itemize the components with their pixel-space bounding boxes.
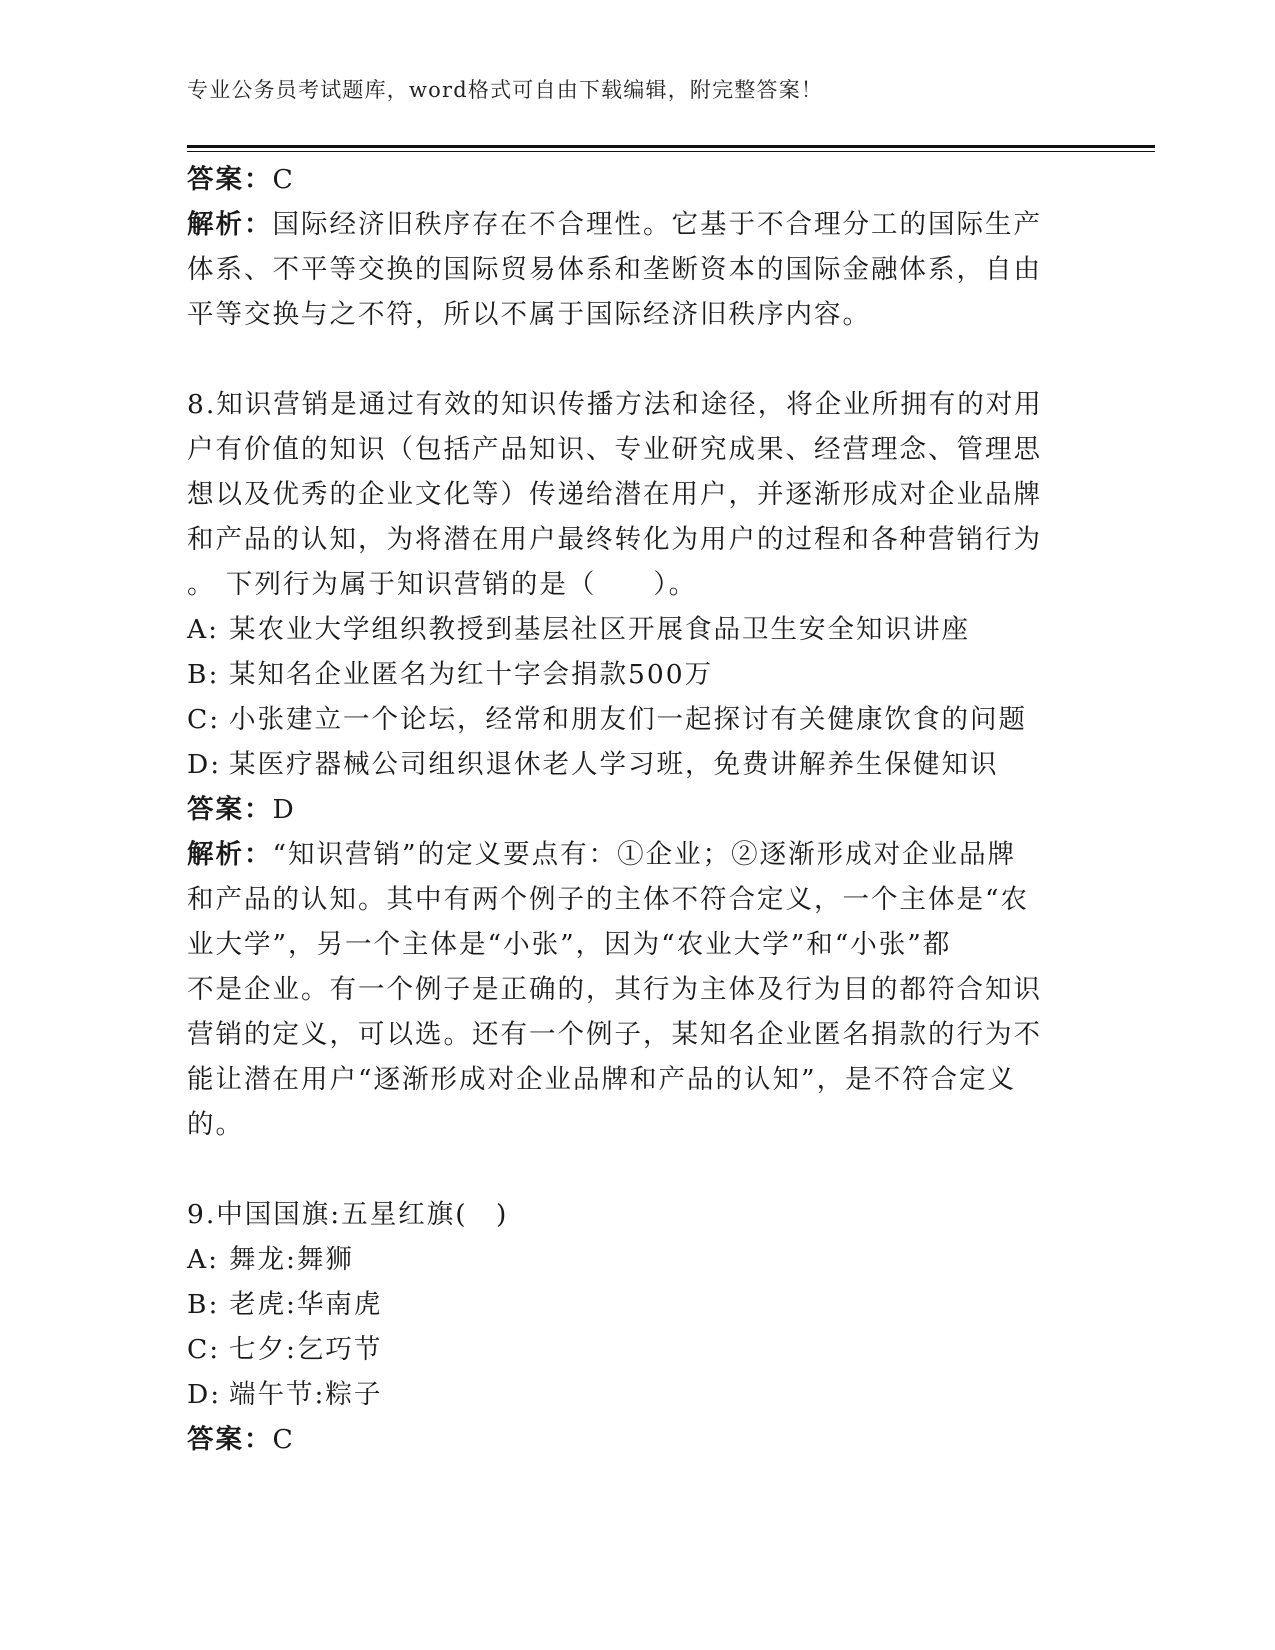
option-text: 舞龙:舞狮: [229, 1244, 354, 1275]
q8-option-d: [187, 742, 1067, 787]
q8-answer-value: D: [272, 794, 296, 825]
q8-analysis-line: 不是企业。有一个例子是正确的，其行为主体及行为目的都符合知识: [187, 974, 1042, 1005]
q8-question-line: 想以及优秀的企业文化等）传递给潜在用户，并逐渐形成对企业品牌: [187, 479, 1042, 510]
q7-analysis-line: 体系、不平等交换的国际贸易体系和垄断资本的国际金融体系，自由: [187, 254, 1042, 285]
q9-option-d: [187, 1372, 1067, 1417]
option-letter: A:: [187, 1244, 220, 1275]
answer-label: 答案：: [187, 1424, 273, 1455]
q9-option-c: [187, 1327, 1067, 1372]
q8-analysis-text: “知识营销”的定义要点有：①企业；②逐渐形成对企业品牌: [272, 839, 1017, 870]
q9-option-b: [187, 1282, 1067, 1327]
option-text: 七夕:乞巧节: [229, 1334, 383, 1365]
option-text: 老虎:华南虎: [229, 1289, 383, 1320]
q8-question-line: 和产品的认知，为将潜在用户最终转化为用户的过程和各种营销行为: [187, 524, 1042, 555]
q8-question-line: 。 下列行为属于知识营销的是（ ）。: [187, 569, 698, 600]
answer-label: 答案：: [187, 794, 273, 825]
option-letter: C:: [187, 704, 221, 735]
q8-option-a: [187, 607, 1067, 652]
q9-option-a: [187, 1237, 1067, 1282]
q8-analysis-line: 和产品的认知。其中有两个例子的主体不符合定义，一个主体是“农: [187, 884, 1030, 915]
option-text: 某知名企业匿名为红十字会捐款500万: [229, 659, 714, 690]
section-gap: [187, 1147, 1067, 1192]
q8-analysis-line: 营销的定义，可以选。还有一个例子，某知名企业匿名捐款的行为不: [187, 1019, 1042, 1050]
header-rule-thick: [187, 145, 1155, 148]
q9-answer-line: [187, 1417, 1067, 1462]
q7-analysis-text: 国际经济旧秩序存在不合理性。它基于不合理分工的国际生产: [272, 209, 1042, 240]
option-letter: C:: [187, 1334, 221, 1365]
q7-answer-value: C: [272, 164, 295, 195]
q8-analysis-line: [187, 832, 1067, 877]
option-text: 端午节:粽子: [229, 1379, 383, 1410]
q8-analysis-line: 的。: [187, 1109, 244, 1140]
q8-analysis-line: 业大学”，另一个主体是“小张”，因为“农业大学”和“小张”都: [187, 929, 952, 960]
section-gap: [187, 337, 1067, 382]
header-rule-thin: [187, 151, 1155, 152]
q8-option-b: [187, 652, 1067, 697]
q8-answer-line: [187, 787, 1067, 832]
q7-analysis-line: [187, 202, 1067, 247]
option-text: 小张建立一个论坛，经常和朋友们一起探讨有关健康饮食的问题: [229, 704, 1027, 735]
analysis-label: 解析：: [187, 209, 273, 240]
q8-question-line: 户有价值的知识（包括产品知识、专业研究成果、经营理念、管理思: [187, 434, 1042, 465]
option-letter: B:: [187, 1289, 220, 1320]
q9-question-line: 9.中国国旗:五星红旗( ): [187, 1199, 509, 1230]
page-header: 专业公务员考试题库，word格式可自由下载编辑，附完整答案！: [187, 78, 824, 102]
document-body: [187, 157, 1067, 1462]
answer-label: 答案：: [187, 164, 273, 195]
q7-answer-line: [187, 157, 1067, 202]
option-text: 某农业大学组织教授到基层社区开展食品卫生安全知识讲座: [229, 614, 970, 645]
q8-question-line: 8.知识营销是通过有效的知识传播方法和途径，将企业所拥有的对用: [187, 389, 1043, 420]
option-letter: D:: [187, 749, 222, 780]
option-letter: A:: [187, 614, 220, 645]
q8-analysis-line: 能让潜在用户“逐渐形成对企业品牌和产品的认知”，是不符合定义: [187, 1064, 1017, 1095]
q9-answer-value: C: [272, 1424, 295, 1455]
option-letter: D:: [187, 1379, 222, 1410]
q7-analysis-line: 平等交换与之不符，所以不属于国际经济旧秩序内容。: [187, 299, 871, 330]
option-text: 某医疗器械公司组织退休老人学习班，免费讲解养生保健知识: [229, 749, 999, 780]
q8-option-c: [187, 697, 1067, 742]
option-letter: B:: [187, 659, 220, 690]
analysis-label: 解析：: [187, 839, 273, 870]
